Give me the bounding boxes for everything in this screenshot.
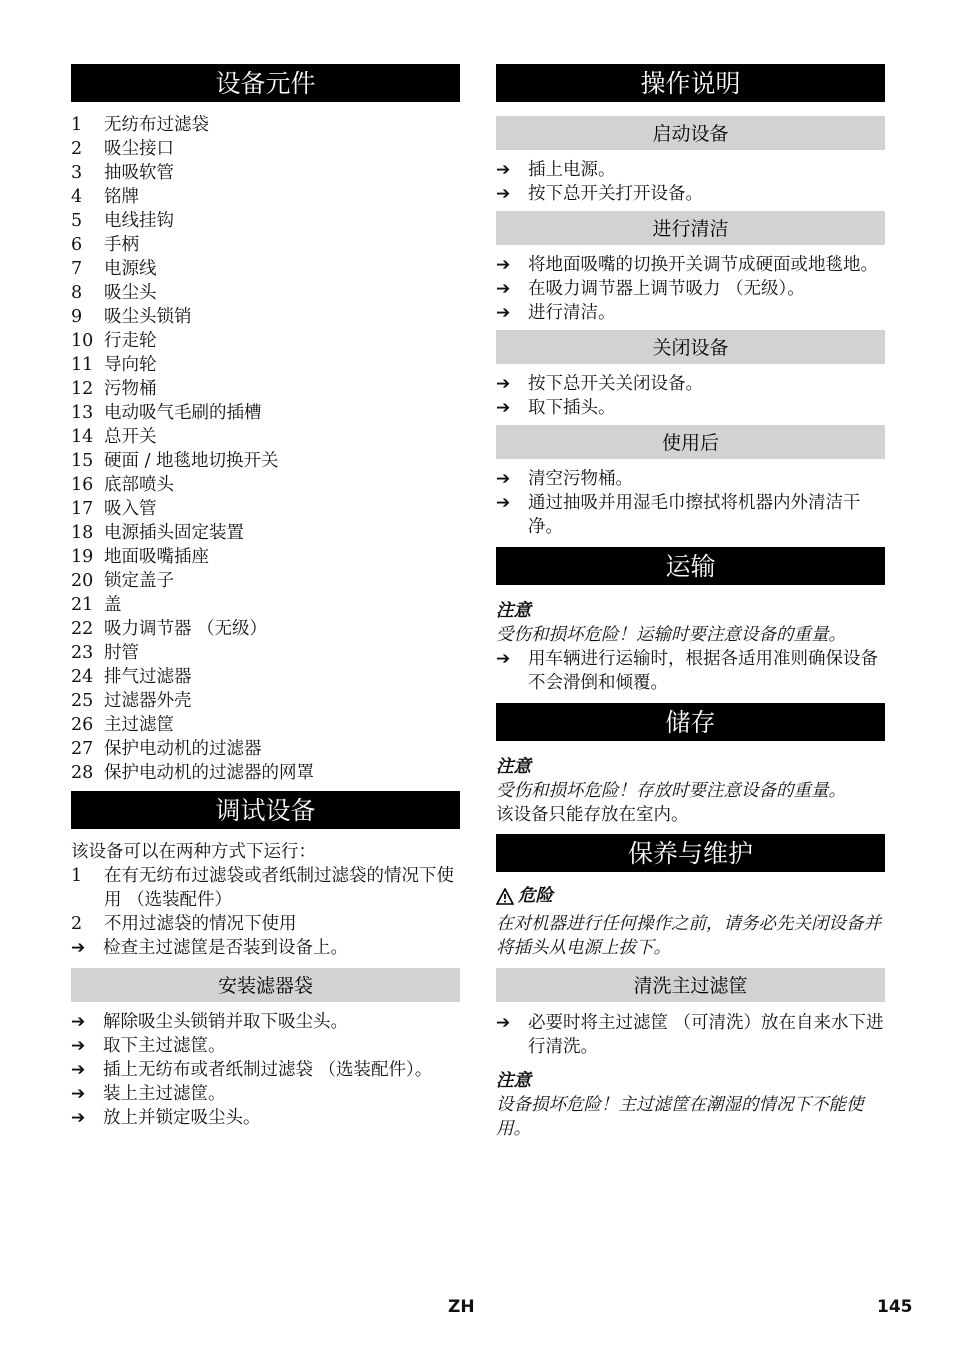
item-number: 15 [71, 451, 94, 471]
clean-steps [496, 253, 885, 325]
list-item [71, 161, 460, 185]
item-number: 22 [71, 619, 94, 639]
item-text: 地面吸嘴插座 [104, 547, 209, 567]
step-text: 在吸力调节器上调节吸力 （无级）。 [528, 279, 805, 299]
section-title-operation: 操作说明 [496, 64, 885, 102]
step-item [71, 1034, 460, 1058]
footer-lang: ZH [448, 1297, 475, 1317]
section-title-maintenance: 保养与维护 [496, 834, 885, 872]
note-text-storage: 受伤和损坏危险！存放时要注意设备的重量。 [496, 781, 846, 801]
list-item [71, 761, 460, 785]
commissioning-intro: 该设备可以在两种方式下运行： [71, 842, 316, 862]
filter-clean-steps [496, 1011, 885, 1059]
step-item [496, 396, 885, 420]
step-text: 插上无纺布或者纸制过滤袋 （选装配件）。 [103, 1060, 433, 1080]
item-number: 27 [71, 739, 94, 759]
item-text: 不用过滤袋的情况下使用 [104, 914, 297, 934]
list-item [71, 257, 460, 281]
item-text: 底部喷头 [104, 475, 174, 495]
item-number: 23 [71, 643, 94, 663]
list-item [71, 113, 460, 137]
step-text: 将地面吸嘴的切换开关调节成硬面或地毯地。 [528, 255, 878, 275]
install-bag-steps [71, 1010, 460, 1130]
danger-label: 危险 [518, 886, 553, 906]
storage-text: 该设备只能存放在室内。 [496, 805, 689, 825]
item-text: 电线挂钩 [104, 211, 174, 231]
step-item [496, 372, 885, 396]
list-item [71, 353, 460, 377]
list-item [71, 449, 460, 473]
item-number: 24 [71, 667, 94, 687]
list-item [71, 473, 460, 497]
item-number: 21 [71, 595, 94, 615]
item-text: 总开关 [104, 427, 157, 447]
item-number: 28 [71, 763, 94, 783]
step-text: 解除吸尘头锁销并取下吸尘头。 [103, 1012, 348, 1032]
step-item [496, 277, 885, 301]
item-text: 电源线 [104, 259, 157, 279]
item-text: 主过滤筐 [104, 715, 174, 735]
after-steps [496, 467, 885, 539]
subsection-title-install-bag: 安装滤器袋 [71, 968, 460, 1002]
list-item [71, 737, 460, 761]
arrow-right-icon: ➔ [496, 255, 511, 275]
step-item [496, 467, 885, 491]
list-item [71, 305, 460, 329]
step-item [71, 1058, 460, 1082]
item-text: 锁定盖子 [104, 571, 174, 591]
item-text: 电动吸气毛刷的插槽 [104, 403, 262, 423]
item-text: 手柄 [104, 235, 139, 255]
item-number: 1 [71, 866, 83, 886]
item-text: 保护电动机的过滤器的网罩 [104, 763, 314, 783]
list-item [71, 912, 460, 936]
list-item [71, 665, 460, 689]
item-text: 铭牌 [104, 187, 139, 207]
arrow-right-icon: ➔ [496, 184, 511, 204]
item-number: 9 [71, 307, 83, 327]
item-text: 污物桶 [104, 379, 157, 399]
section-title-components: 设备元件 [71, 64, 460, 102]
item-text: 电源插头固定装置 [104, 523, 244, 543]
subsection-title-start: 启动设备 [496, 116, 885, 150]
left-column [71, 64, 460, 1130]
list-item [71, 713, 460, 737]
item-text: 过滤器外壳 [104, 691, 192, 711]
step-item [71, 1082, 460, 1106]
subsection-title-off: 关闭设备 [496, 330, 885, 364]
item-number: 6 [71, 235, 83, 255]
list-item [71, 233, 460, 257]
arrow-right-icon: ➔ [496, 1013, 511, 1033]
item-text: 吸力调节器 （无级） [104, 619, 268, 639]
step-text: 取下插头。 [528, 398, 616, 418]
arrow-right-icon: ➔ [496, 493, 511, 513]
item-number: 5 [71, 211, 83, 231]
step-item [496, 1011, 885, 1059]
section-title-commissioning: 调试设备 [71, 791, 460, 829]
list-item [71, 185, 460, 209]
item-number: 4 [71, 187, 83, 207]
item-text: 保护电动机的过滤器 [104, 739, 262, 759]
subsection-title-filter-clean: 清洗主过滤筐 [496, 968, 885, 1002]
arrow-right-icon: ➔ [496, 398, 511, 418]
list-item [71, 137, 460, 161]
item-number: 20 [71, 571, 94, 591]
item-number: 3 [71, 163, 83, 183]
list-item [71, 497, 460, 521]
item-number: 1 [71, 115, 83, 135]
start-steps [496, 158, 885, 206]
item-text: 抽吸软管 [104, 163, 174, 183]
transport-steps [496, 647, 885, 695]
item-text: 硬面 / 地毯地切换开关 [104, 451, 279, 471]
item-number: 17 [71, 499, 94, 519]
item-text: 盖 [104, 595, 122, 615]
item-number: 13 [71, 403, 94, 423]
item-number: 14 [71, 427, 94, 447]
note-label-transport: 注意 [496, 601, 531, 621]
step-text: 按下总开关打开设备。 [528, 184, 703, 204]
warning-triangle-icon [496, 888, 518, 905]
item-number: 16 [71, 475, 94, 495]
arrow-right-icon: ➔ [496, 374, 511, 394]
step-text: 取下主过滤筐。 [103, 1036, 226, 1056]
note-text-transport: 受伤和损坏危险！运输时要注意设备的重量。 [496, 625, 846, 645]
page-number: 145 [877, 1297, 913, 1317]
arrow-right-icon: ➔ [496, 160, 511, 180]
section-title-transport: 运输 [496, 547, 885, 585]
item-text: 在有无纺布过滤袋或者纸制过滤袋的情况下使用 （选装配件） [104, 866, 454, 910]
step-item [496, 182, 885, 206]
list-item [71, 425, 460, 449]
item-number: 7 [71, 259, 83, 279]
step-item [496, 253, 885, 277]
item-text: 无纺布过滤袋 [104, 115, 209, 135]
arrow-right-icon: ➔ [71, 1084, 86, 1104]
item-text: 吸尘头 [104, 283, 157, 303]
section-title-storage: 储存 [496, 703, 885, 741]
step-text: 插上电源。 [528, 160, 616, 180]
arrow-right-icon: ➔ [71, 1036, 86, 1056]
item-number: 19 [71, 547, 94, 567]
list-item [71, 593, 460, 617]
commissioning-step: ➔ 检查主过滤筐是否装到设备上。 [71, 938, 348, 958]
step-item [71, 1106, 460, 1130]
commissioning-modes [71, 864, 460, 936]
components-list [71, 113, 460, 785]
list-item [71, 329, 460, 353]
step-text: 进行清洁。 [528, 303, 616, 323]
item-text: 吸入管 [104, 499, 157, 519]
note-label-storage: 注意 [496, 757, 531, 777]
list-item [71, 545, 460, 569]
item-text: 排气过滤器 [104, 667, 192, 687]
item-number: 2 [71, 139, 83, 159]
danger-heading [496, 884, 885, 908]
subsection-title-after: 使用后 [496, 425, 885, 459]
list-item [71, 864, 460, 912]
item-number: 25 [71, 691, 94, 711]
item-number: 2 [71, 914, 83, 934]
item-number: 18 [71, 523, 94, 543]
step-item [496, 158, 885, 182]
step-text: 清空污物桶。 [528, 469, 633, 489]
arrow-right-icon: ➔ [496, 303, 511, 323]
note-label-filter: 注意 [496, 1071, 531, 1091]
note-text-filter: 设备损坏危险！主过滤筐在潮湿的情况下不能使用。 [496, 1095, 864, 1139]
list-item [71, 569, 460, 593]
right-column [496, 64, 885, 1141]
list-item [71, 209, 460, 233]
step-item [496, 647, 885, 695]
arrow-right-icon: ➔ [71, 1060, 86, 1080]
item-text: 导向轮 [104, 355, 157, 375]
step-text: 放上并锁定吸尘头。 [103, 1108, 261, 1128]
arrow-right-icon: ➔ [71, 938, 86, 958]
off-steps [496, 372, 885, 420]
step-text: 必要时将主过滤筐 （可清洗）放在自来水下进行清洗。 [528, 1013, 884, 1057]
step-text: 用车辆进行运输时，根据各适用准则确保设备不会滑倒和倾覆。 [528, 649, 878, 693]
list-item [71, 689, 460, 713]
list-item [71, 281, 460, 305]
item-text: 肘管 [104, 643, 139, 663]
item-text: 行走轮 [104, 331, 157, 351]
arrow-right-icon: ➔ [496, 649, 511, 669]
list-item [71, 617, 460, 641]
step-text: 按下总开关关闭设备。 [528, 374, 703, 394]
list-item [71, 377, 460, 401]
step-item [71, 1010, 460, 1034]
item-number: 26 [71, 715, 94, 735]
list-item [71, 401, 460, 425]
danger-text: 在对机器进行任何操作之前，请务必先关闭设备并将插头从电源上拔下。 [496, 914, 881, 958]
step-text: 通过抽吸并用湿毛巾擦拭将机器内外清洁干净。 [528, 493, 861, 537]
item-text: 吸尘接口 [104, 139, 174, 159]
item-number: 10 [71, 331, 94, 351]
item-number: 11 [71, 355, 94, 375]
step-item [496, 301, 885, 325]
item-number: 12 [71, 379, 94, 399]
subsection-title-clean: 进行清洁 [496, 211, 885, 245]
step-text: 装上主过滤筐。 [103, 1084, 226, 1104]
list-item [71, 641, 460, 665]
arrow-right-icon: ➔ [496, 279, 511, 299]
arrow-right-icon: ➔ [71, 1108, 86, 1128]
arrow-right-icon: ➔ [496, 469, 511, 489]
item-text: 吸尘头锁销 [104, 307, 192, 327]
item-number: 8 [71, 283, 83, 303]
step-item [496, 491, 885, 539]
list-item [71, 521, 460, 545]
arrow-right-icon: ➔ [71, 1012, 86, 1032]
